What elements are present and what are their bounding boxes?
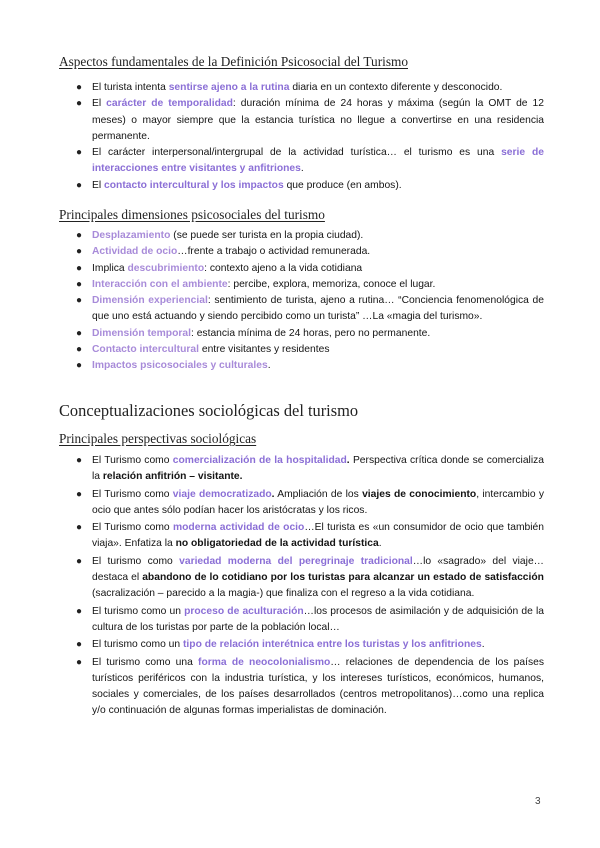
bullet-icon: ● (76, 262, 83, 274)
bullet-icon: ● (76, 639, 83, 651)
list-item: ● Contacto intercultural entre visitantes y residentes (0, 342, 544, 358)
bullet-icon: ● (76, 455, 83, 466)
bullet-icon: ● (76, 230, 83, 241)
list-item: ● Impactos psicosociales y culturales. (0, 358, 544, 374)
bullet-icon: ● (76, 360, 83, 372)
bullet-icon: ● (76, 344, 83, 356)
list-item: ● El Turismo como viaje democratizado. Ampliación de los viajes de conocimiento, intercambio y ocio que antes sólo podían hacer los aristócratas y los ricos. (76, 488, 544, 516)
bullet-icon: ● (76, 488, 83, 500)
list-item: ● Interacción con el ambiente: percibe, explora, memoriza, conoce el lugar. (0, 277, 544, 293)
bullet-icon: ● (76, 522, 83, 534)
bullet-icon: ● (76, 656, 83, 668)
list-item: ● El turismo como una forma de neocolonialismo… relaciones de dependencia de los países turísticos periféricos con la industria turística, y los intereses turísticos, económicos, humanos, sociales y comerciales, de los países desarrollados (centros metropolitanos)…como una replica y/o continuación de algunas formas imperialistas de dominación. (76, 656, 545, 717)
section-heading-dimensiones: Principales dimensiones psicosociales del turismo (59, 207, 325, 222)
bullet-icon: ● (76, 82, 83, 93)
bullet-icon: ● (76, 98, 83, 110)
list-item: ● El contacto intercultural y los impactos que produce (en ambos). (0, 178, 544, 194)
bullet-icon: ● (76, 555, 83, 567)
page-number: 3 (535, 796, 541, 807)
bullet-icon: ● (76, 327, 83, 339)
list-item: ● Implica descubrimiento: contexto ajeno a la vida cotidiana (0, 261, 544, 277)
list-item: ● El turismo como un proceso de aculturación…los procesos de asimilación y de adquisición de la cultura de los turistas por parte de la población local… (76, 605, 544, 633)
list-item: ● Dimensión temporal: estancia mínima de 24 horas, pero no permanente. (0, 326, 544, 342)
bullet-icon: ● (76, 179, 83, 191)
section-heading-aspectos: Aspectos fundamentales de la Definición Psicosocial del Turismo (59, 54, 408, 69)
section-heading-conceptualizaciones: Conceptualizaciones sociológicas del turismo (59, 401, 359, 420)
list-item: ● El carácter de temporalidad: duración mínima de 24 horas y máxima (según la OMT de 12 meses) o mayor siempre que la estancia turística no llegue a convertirse en una residencia permanente. (76, 98, 544, 142)
bullet-icon: ● (76, 295, 83, 307)
list-item: ● El Turismo como moderna actividad de ocio…El turista es «un consumidor de ocio que también viaja». Enfatiza la no obligatoriedad de la actividad turística. (76, 522, 544, 550)
list-perspectivas (0, 453, 544, 720)
bullet-icon: ● (76, 246, 83, 258)
list-item: ● El turista intenta sentirse ajeno a la rutina diaria en un contexto diferente y desconocido. (0, 80, 544, 96)
list-item: ● El turismo como un tipo de relación interétnica entre los turistas y los anfitriones. (0, 637, 544, 653)
subheading-perspectivas: Principales perspectivas sociológicas (59, 431, 257, 446)
list-dimensiones (0, 228, 544, 375)
list-item: ● Dimensión experiencial: sentimiento de turista, ajeno a rutina… “Conciencia fenomenológica de que uno está actuando y siendo percibido como un turista” …La «magia del turismo». (76, 295, 544, 323)
list-item: ● El turismo como variedad moderna del peregrinaje tradicional…lo «sagrado» del viaje…destaca el abandono de lo cotidiano por los turistas para alcanzar un estado de satisfacción (sacralización – parecido a la magia-) que finaliza con el regreso a la vida cotidiana. (76, 555, 544, 600)
list-aspectos (0, 80, 544, 194)
bullet-icon: ● (76, 147, 83, 159)
bullet-icon: ● (76, 605, 83, 617)
list-item: ● Desplazamiento (se puede ser turista en la propia ciudad). (0, 228, 544, 244)
list-item: ● Actividad de ocio…frente a trabajo o actividad remunerada. (0, 244, 544, 260)
bullet-icon: ● (76, 278, 83, 290)
list-item: ● El Turismo como comercialización de la hospitalidad. Perspectiva crítica donde se comercializa la relación anfitrión – visitante. (76, 455, 544, 483)
list-item: ● El carácter interpersonal/intergrupal de la actividad turística… el turismo es una serie de interacciones entre visitantes y anfitriones. (76, 147, 544, 175)
